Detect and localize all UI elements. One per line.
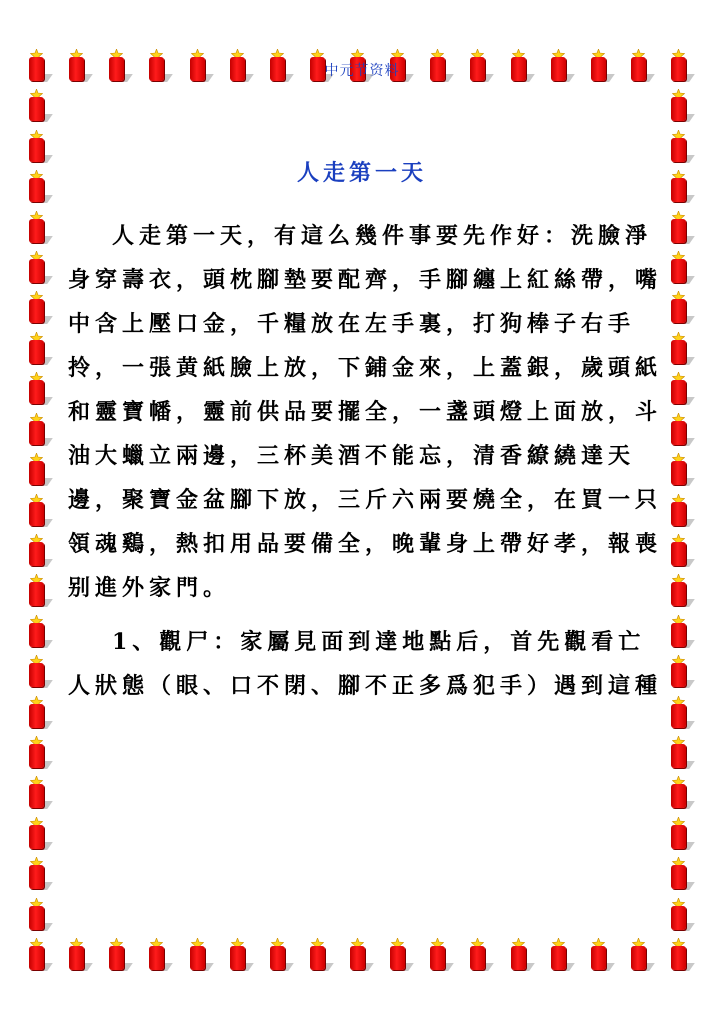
candle-icon	[347, 935, 367, 971]
candle-icon	[387, 935, 407, 971]
candle-icon	[26, 410, 46, 446]
document-title: 人走第一天	[296, 160, 427, 186]
candle-icon	[668, 86, 688, 122]
candle-icon	[26, 491, 46, 527]
candle-icon	[26, 693, 46, 729]
candle-icon	[26, 733, 46, 769]
candle-icon	[307, 935, 327, 971]
candle-icon	[668, 733, 688, 769]
candle-icon	[548, 935, 568, 971]
candle-icon	[588, 935, 608, 971]
candle-icon	[26, 248, 46, 284]
candle-icon	[267, 935, 287, 971]
candle-icon	[668, 491, 688, 527]
candle-icon	[668, 329, 688, 365]
candle-icon	[26, 86, 46, 122]
candle-icon	[668, 773, 688, 809]
candle-icon	[668, 612, 688, 648]
page-header: 中元节资料	[324, 63, 400, 79]
candle-icon	[668, 208, 688, 244]
candle-icon	[227, 935, 247, 971]
paragraph: 人走第一天，有這么幾件事要先作好：洗臉淨身穿壽衣，頭枕腳墊要配齊，手腳纏上紅絲帶，嘴中含上壓口金，千糧放在左手裏，打狗棒子右手拎，一張黄紙臉上放，下鋪金來，上蓋銀，歲頭紙和靈寶幡，靈前供品要擺全，一盞頭燈上面放，斗油大蠟立兩邊，三杯美酒不能忘，清香繚繞達天邊，聚寶金盆腳下放，三斤六兩要燒全，在買一只領魂鷄，熱扣用品要備全，晚輩身上帶好孝，報喪别進外家門。	[68, 223, 663, 601]
candle-icon	[26, 288, 46, 324]
candle-icon	[26, 895, 46, 931]
candle-icon	[66, 935, 86, 971]
candle-icon	[146, 935, 166, 971]
candle-icon	[668, 895, 688, 931]
document-body	[68, 214, 664, 708]
candle-icon	[668, 531, 688, 567]
candle-icon	[628, 935, 648, 971]
candle-icon	[26, 814, 46, 850]
candle-icon	[26, 773, 46, 809]
candle-icon	[668, 369, 688, 405]
candle-icon	[668, 248, 688, 284]
candle-icon	[508, 935, 528, 971]
candle-icon	[668, 693, 688, 729]
candle-icon	[668, 450, 688, 486]
candle-icon	[668, 814, 688, 850]
candle-icon	[668, 854, 688, 890]
candle-icon	[26, 208, 46, 244]
candle-icon	[26, 935, 46, 971]
candle-icon	[26, 531, 46, 567]
candle-icon	[26, 450, 46, 486]
candle-icon	[26, 329, 46, 365]
candle-icon	[668, 571, 688, 607]
candle-icon	[668, 935, 688, 971]
paragraph: 1、觀尸：家屬見面到達地點后，首先觀看亡人狀態（眼、口不閉、腳不正多爲犯手）遇到這種	[68, 629, 663, 699]
candle-icon	[26, 369, 46, 405]
candle-icon	[26, 652, 46, 688]
candle-icon	[427, 935, 447, 971]
candle-icon	[467, 935, 487, 971]
candle-icon	[26, 612, 46, 648]
candle-icon	[26, 854, 46, 890]
candle-icon	[668, 652, 688, 688]
candle-icon	[106, 935, 126, 971]
candle-icon	[668, 410, 688, 446]
candle-icon	[668, 288, 688, 324]
candle-icon	[26, 571, 46, 607]
candle-icon	[187, 935, 207, 971]
